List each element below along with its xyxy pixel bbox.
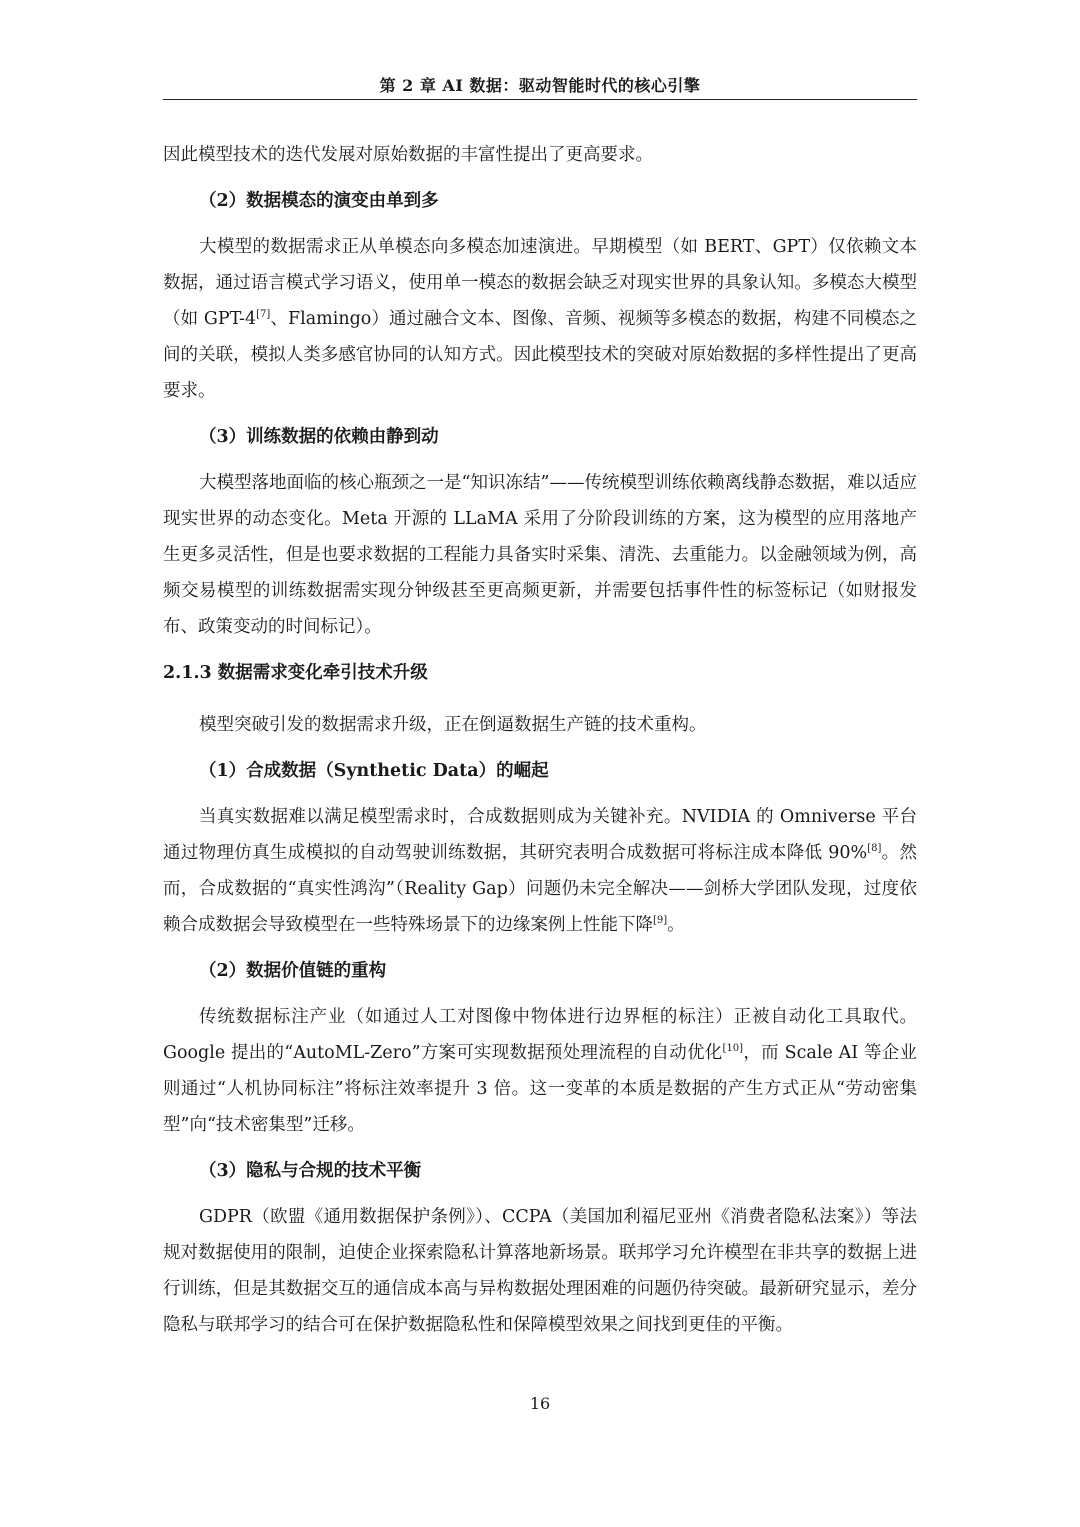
paragraph-synthetic-text-c: 。 xyxy=(667,915,685,935)
page-number: 16 xyxy=(529,1394,551,1413)
page-body xyxy=(163,137,917,1343)
subheading-modality: （2）数据模态的演变由单到多 xyxy=(199,191,439,211)
running-header: 第 2 章 AI 数据：驱动智能时代的核心引擎 xyxy=(379,76,701,95)
citation-9: [9] xyxy=(653,915,668,927)
subheading-dynamic: （3）训练数据的依赖由静到动 xyxy=(199,427,439,447)
subheading-privacy: （3）隐私与合规的技术平衡 xyxy=(199,1161,422,1181)
paragraph-intro: 因此模型技术的迭代发展对原始数据的丰富性提出了更高要求。 xyxy=(163,145,653,165)
subheading-value-chain: （2）数据价值链的重构 xyxy=(199,961,387,981)
citation-10: [10] xyxy=(722,1043,744,1055)
section-heading: 2.1.3 数据需求变化牵引技术升级 xyxy=(163,663,428,683)
paragraph-dynamic: 大模型落地面临的核心瓶颈之一是“知识冻结”——传统模型训练依赖离线静态数据，难以适应现实世界的动态变化。Meta 开源的 LLaMA 采用了分阶段训练的方案，这为模型的应用落地产生更多灵活性，但是也要求数据的工程能力具备实时采集、清洗、去重能力。以金融领域为例，高频交易模型的训练数据需实现分钟级甚至更高频更新，并需要包括事件性的标签标记（如财报发布、政策变动的时间标记）。 xyxy=(163,473,917,637)
paragraph-privacy: GDPR（欧盟《通用数据保护条例》）、CCPA（美国加利福尼亚州《消费者隐私法案》）等法规对数据使用的限制，迫使企业探索隐私计算落地新场景。联邦学习允许模型在非共享的数据上进行训练，但是其数据交互的通信成本高与异构数据处理困难的问题仍待突破。最新研究显示，差分隐私与联邦学习的结合可在保护数据隐私性和保障模型效果之间找到更佳的平衡。 xyxy=(163,1207,917,1335)
paragraph-value-text-b: ，而 Scale AI 等企业则通过“人机协同标注”将标注效率提升 3 倍。这一变革的本质是数据的产生方式正从“劳动密集型”向“技术密集型”迁移。 xyxy=(163,1043,918,1135)
paragraph-section-intro: 模型突破引发的数据需求升级，正在倒逼数据生产链的技术重构。 xyxy=(199,715,707,735)
header-rule xyxy=(163,99,917,100)
paragraph-synthetic-text-b: 。然而，合成数据的“真实性鸿沟”（Reality Gap）问题仍未完全解决——剑桥大学团队发现，过度依赖合成数据会导致模型在一些特殊场景下的边缘案例上性能下降 xyxy=(163,843,918,935)
paragraph-value-chain xyxy=(163,999,917,1143)
citation-8: [8] xyxy=(867,843,882,855)
paragraph-synthetic-text-a: 当真实数据难以满足模型需求时，合成数据则成为关键补充。NVIDIA 的 Omniverse 平台通过物理仿真生成模拟的自动驾驶训练数据，其研究表明合成数据可将标注成本降低 90% xyxy=(163,807,917,863)
paragraph-synthetic xyxy=(163,799,917,943)
citation-7: [7] xyxy=(256,309,271,321)
paragraph-modality-text-b: 、Flamingo）通过融合文本、图像、音频、视频等多模态的数据，构建不同模态之间的关联，模拟人类多感官协同的认知方式。因此模型技术的突破对原始数据的多样性提出了更高要求。 xyxy=(163,309,918,401)
paragraph-modality xyxy=(163,229,917,409)
paragraph-modality-text-a: 大模型的数据需求正从单模态向多模态加速演进。早期模型（如 BERT、GPT）仅依赖文本数据，通过语言模式学习语义，使用单一模态的数据会缺乏对现实世界的具象认知。多模态大模型（如 GPT-4 xyxy=(163,237,917,329)
paragraph-value-text-a: 传统数据标注产业（如通过人工对图像中物体进行边界框的标注）正被自动化工具取代。Google 提出的“AutoML-Zero”方案可实现数据预处理流程的自动优化 xyxy=(163,1007,917,1063)
subheading-synthetic: （1）合成数据（Synthetic Data）的崛起 xyxy=(199,761,549,781)
